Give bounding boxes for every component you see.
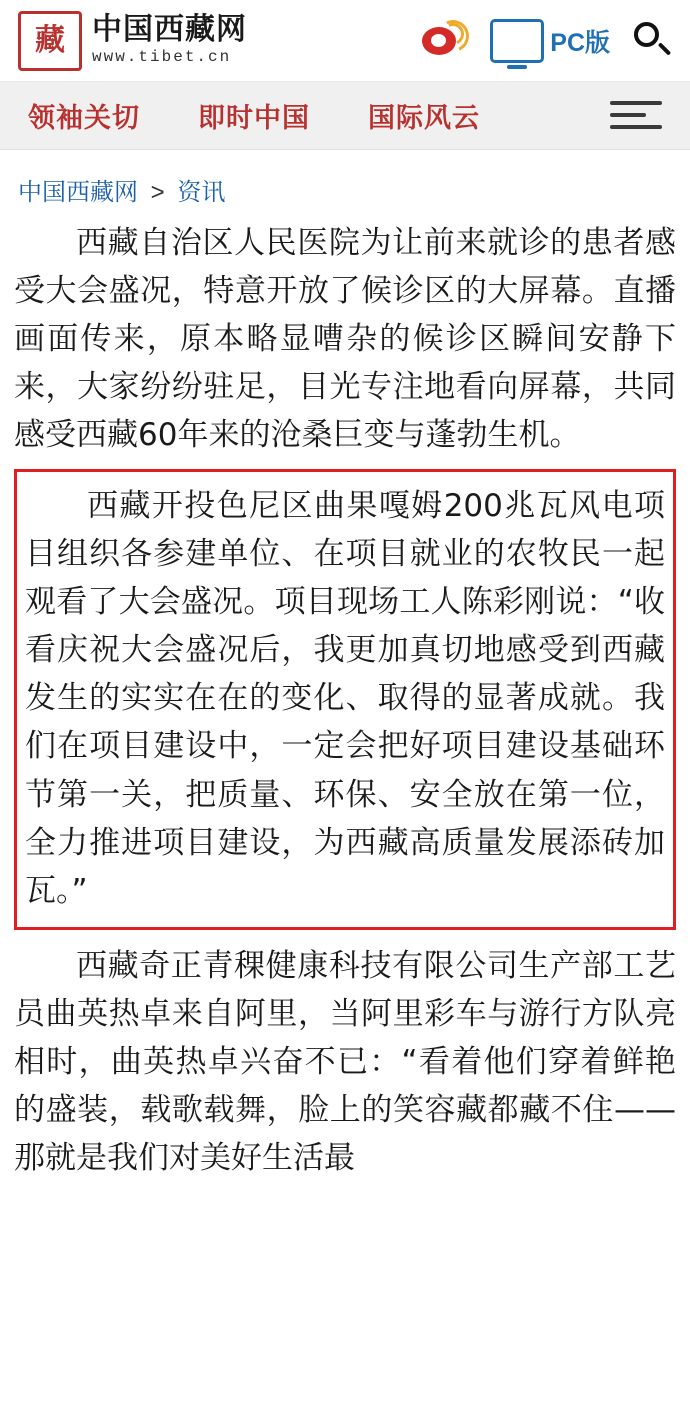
main-nav bbox=[0, 82, 690, 150]
weibo-icon[interactable] bbox=[422, 21, 468, 61]
hamburger-menu-icon[interactable] bbox=[610, 99, 662, 133]
pc-version-link[interactable] bbox=[490, 19, 610, 63]
site-url: www.tibet.cn bbox=[92, 48, 232, 67]
article-paragraph-highlighted: 西藏开投色尼区曲果嘎姆200兆瓦风电项目组织各参建单位、在项目就业的农牧民一起观看了大会盛况。项目现场工人陈彩刚说：“收看庆祝大会盛况后，我更加真切地感受到西藏发生的实实在在的变化、取得的显著成就。我们在项目建设中，一定会把好项目建设基础环节第一关，把质量、环保、安全放在第一位，全力推进项目建设，为西藏高质量发展添砖加瓦。” bbox=[14, 469, 676, 929]
header-actions bbox=[422, 19, 672, 63]
breadcrumb-home[interactable]: 中国西藏网 bbox=[18, 179, 138, 206]
site-name: 中国西藏网 bbox=[92, 13, 247, 47]
article-paragraph: 西藏奇正青稞健康科技有限公司生产部工艺员曲英热卓来自阿里，当阿里彩车与游行方队亮相时，曲英热卓兴奋不已：“看着他们穿着鲜艳的盛装，载歌载舞，脸上的笑容藏都藏不住——那就是我们对美好生活最 bbox=[14, 947, 676, 1176]
breadcrumb-current[interactable]: 资讯 bbox=[177, 179, 226, 206]
site-header bbox=[0, 0, 690, 82]
nav-item-world[interactable]: 国际风云 bbox=[368, 103, 480, 133]
article-body bbox=[0, 219, 690, 1198]
search-icon[interactable] bbox=[632, 21, 672, 61]
breadcrumb bbox=[0, 150, 690, 219]
article-paragraph: 西藏自治区人民医院为让前来就诊的患者感受大会盛况，特意开放了候诊区的大屏幕。直播画面传来，原本略显嘈杂的候诊区瞬间安静下来，大家纷纷驻足，目光专注地看向屏幕，共同感受西藏60年来的沧桑巨变与蓬勃生机。 bbox=[14, 225, 676, 454]
tibet-logo-icon: 藏 bbox=[18, 11, 82, 71]
logo-text bbox=[92, 13, 247, 67]
breadcrumb-separator: > bbox=[150, 179, 165, 206]
nav-item-china[interactable]: 即时中国 bbox=[198, 103, 310, 133]
monitor-icon bbox=[490, 19, 544, 63]
pc-version-label: PC版 bbox=[550, 28, 610, 57]
site-logo[interactable] bbox=[18, 11, 247, 71]
nav-item-leader[interactable]: 领袖关切 bbox=[28, 103, 140, 133]
